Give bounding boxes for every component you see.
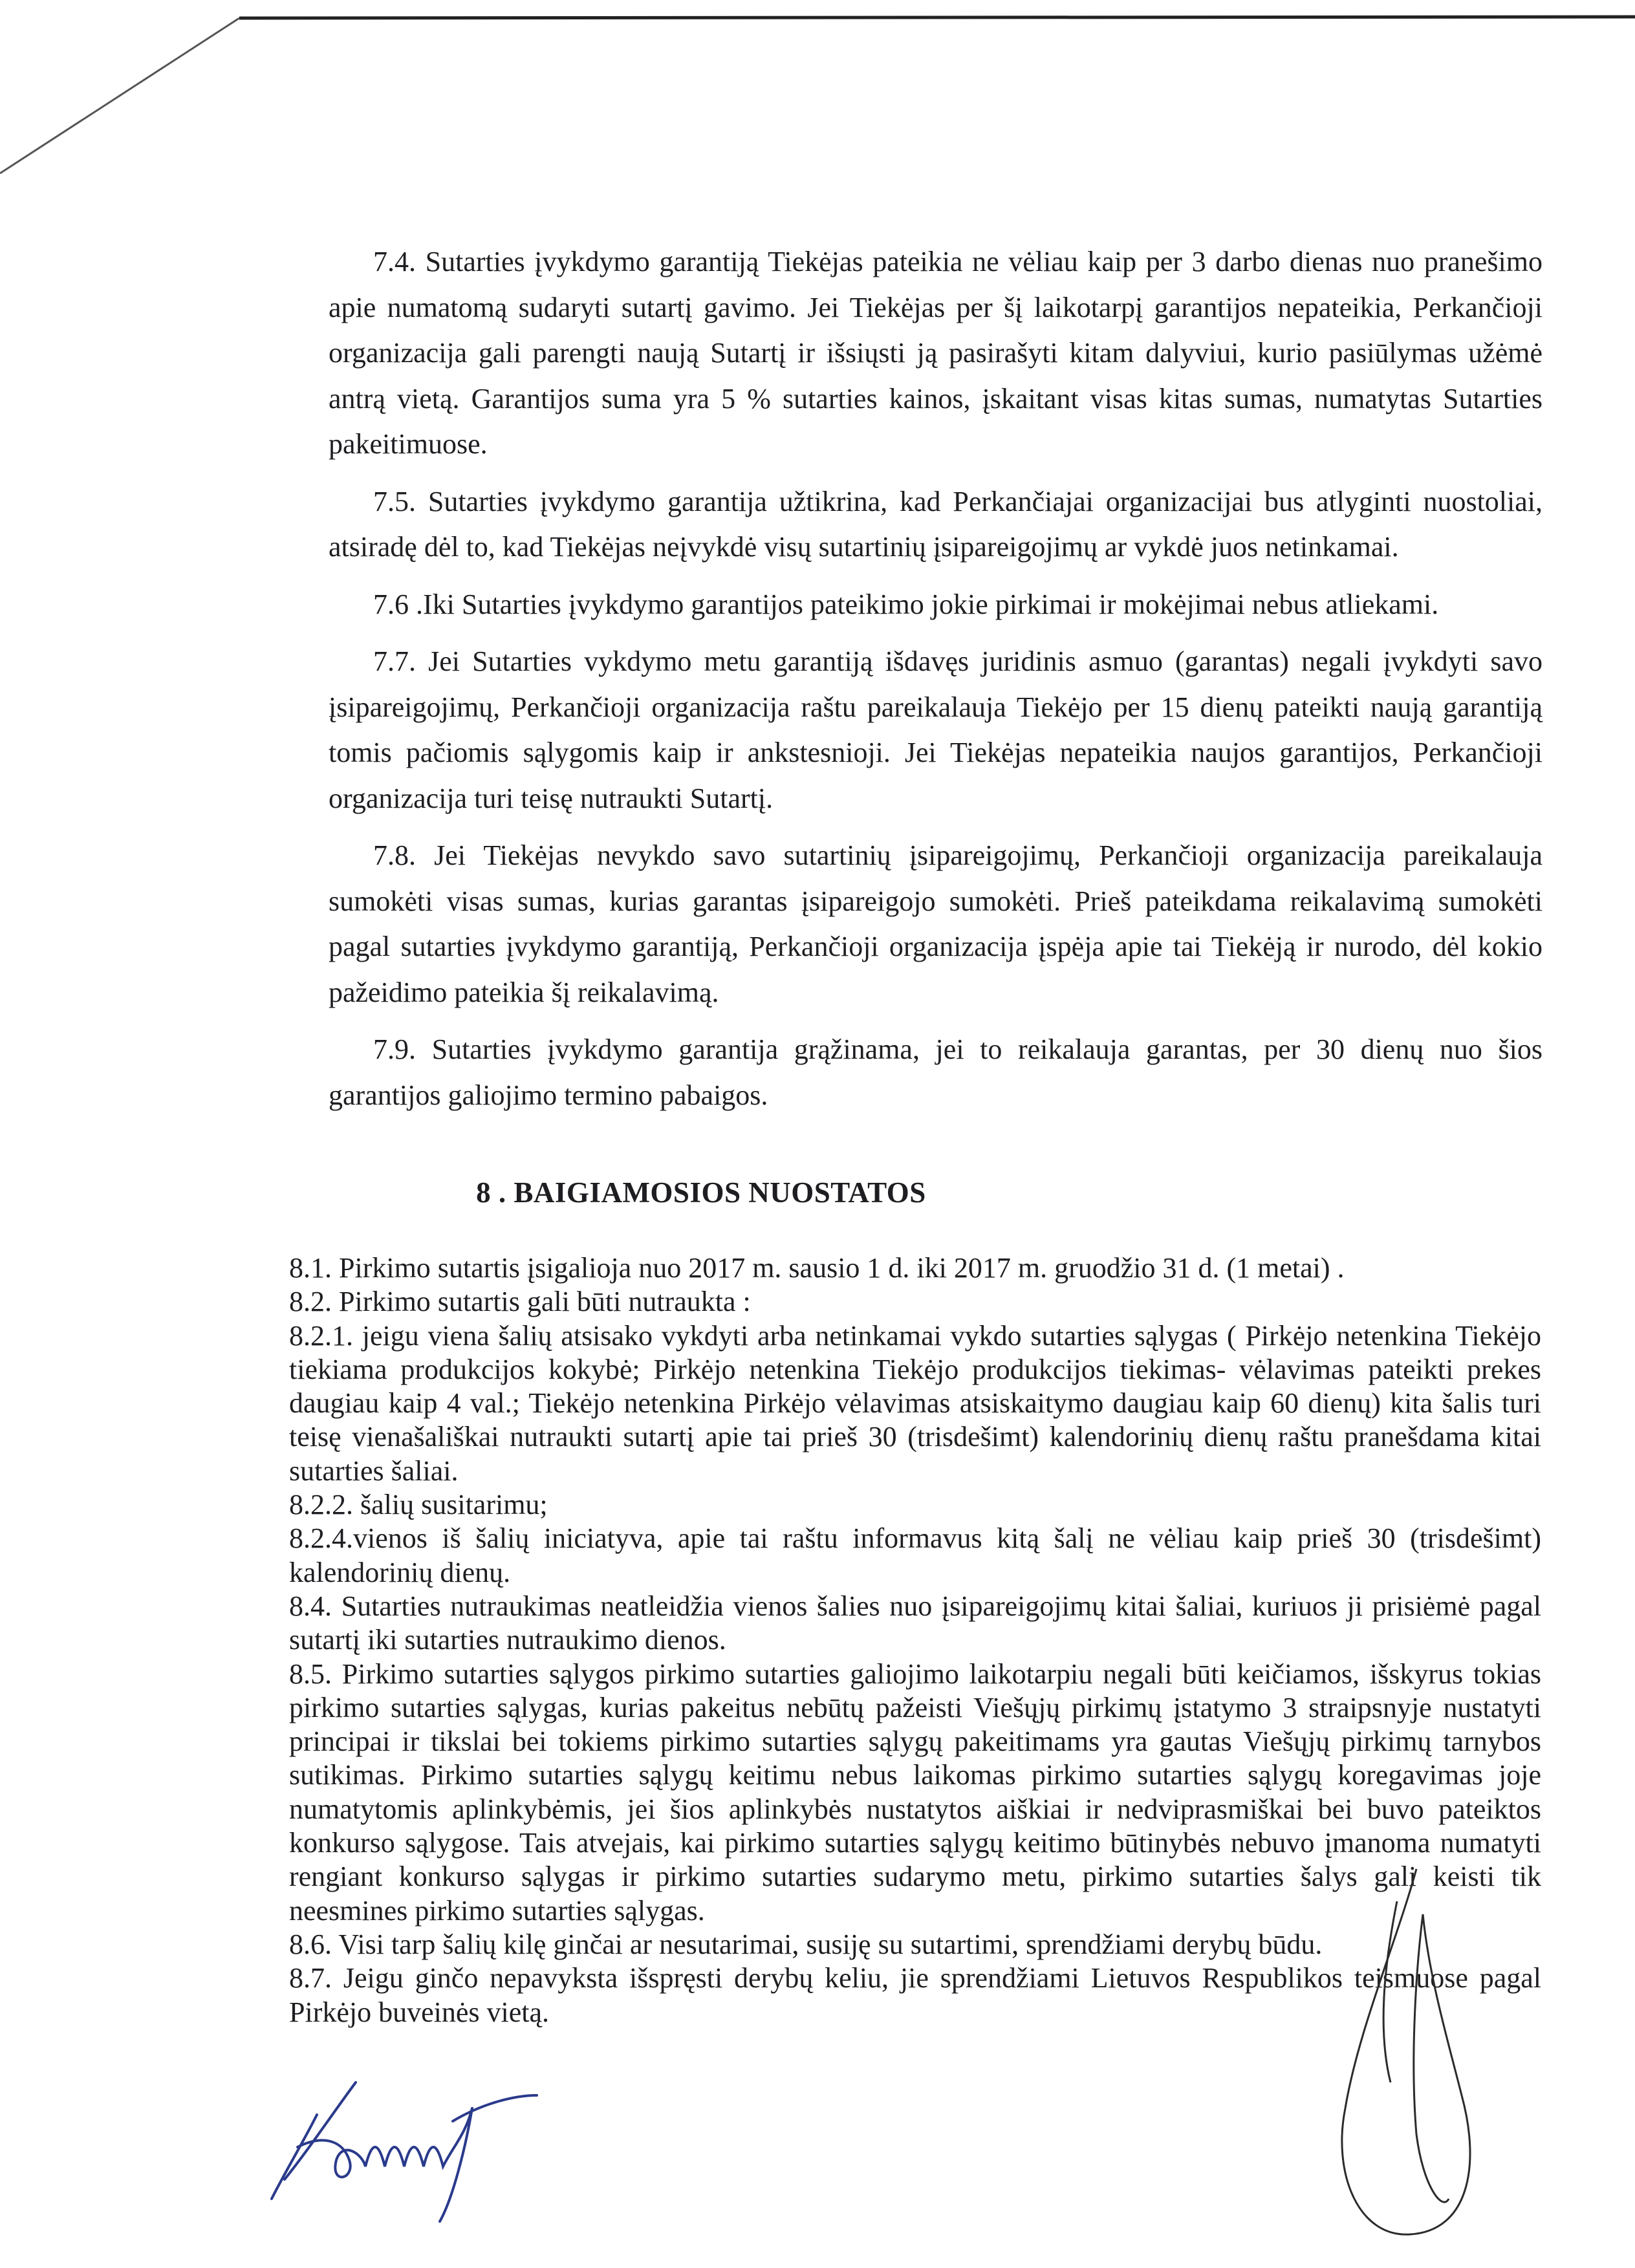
signature [259, 2069, 569, 2225]
section-8-title: 8 . BAIGIAMOSIOS NUOSTATOS [476, 1176, 926, 1209]
scanned-page-edge [0, 0, 1635, 194]
clause-8-7: 8.7. Jeigu ginčo nepavyksta išspręsti derybų keliu, jie sprendžiami Lietuvos Respublikos teismuose pagal Pirkėjo buveinės vietą. [289, 1962, 1541, 2028]
clause-7-8: 7.8. Jei Tiekėjas nevykdo savo sutartinių įsipareigojimų, Perkančioji organizacija pareikalauja sumokėti visas sumas, kurias garantas įsipareigojo sumokėti. Prieš pateikdama reikalavimą sumokėti pagal sutarties įvykdymo garantiją, Perkančioji organizacija įspėja apie tai Tiekėją ir nurodo, dėl kokio pažeidimo pateikia šį reikalavimą. [329, 839, 1543, 1008]
clause-7-7: 7.7. Jei Sutarties vykdymo metu garantiją išdavęs juridinis asmuo (garantas) negali įvykdyti savo įsipareigojimų, Perkančioji organizacija raštu pareikalauja Tiekėjo per 15 dienų pateikti naują garantiją tomis pačiomis sąlygomis kaip ir ankstesnioji. Jei Tiekėjas nepateikia naujos garantijos, Perkančioji organizacija turi teisę nutraukti Sutartį. [329, 645, 1543, 814]
clause-8-2-2: 8.2.2. šalių susitarimu; [289, 1489, 548, 1521]
clause-8-4: 8.4. Sutarties nutraukimas neatleidžia vienos šalies nuo įsipareigojimų kitai šaliai, kuriuos ji prisiėmė pagal sutartį iki sutarties nutraukimo dienos. [289, 1590, 1541, 1656]
clause-8-2-1: 8.2.1. jeigu viena šalių atsisako vykdyti arba netinkamai vykdo sutarties sąlygas ( Pirkėjo netenkina Tiekėjo tiekiama produkcijos kokybė; Pirkėjo netenkina Tiekėjo produkcijos tiekimas- vėlavimas pateikti prekes daugiau kaip 4 val.; Tiekėjo netenkina Pirkėjo vėlavimas atsiskaitymo daugiau kaip 60 dienų) kita šalis turi teisę vienašališkai nutraukti sutartį apie tai prieš 30 (trisdešimt) kalendorinių dienų raštu pranešdama kitai sutarties šaliai. [289, 1319, 1541, 1487]
clause-8-6: 8.6. Visi tarp šalių kilę ginčai ar nesutarimai, susiję su sutartimi, sprendžiami derybų būdu. [289, 1928, 1323, 1960]
clause-8-5: 8.5. Pirkimo sutarties sąlygos pirkimo sutarties galiojimo laikotarpiu negali būti keičiamos, išskyrus tokias pirkimo sutarties sąlygas, kurias pakeitus nebūtų pažeisti Viešųjų pirkimų įstatymo 3 straipsnyje nustatyti principai ir tikslai bei tokiems pirkimo sutarties sąlygų pakeitimams yra gautas Viešųjų pirkimų tarnybos sutikimas. Pirkimo sutarties sąlygų keitimu nebus laikomas pirkimo sutarties sąlygų koregavimas joje numatytomis aplinkybėmis, jei šios aplinkybės nustatytos aiškiai ir nedviprasmiškai bei buvo pateiktos konkurso sąlygose. Tais atvejais, kai pirkimo sutarties sąlygų keitimo būtinybės nebuvo įmanoma numatyti rengiant konkurso sąlygas ir pirkimo sutarties sudarymo metu, pirkimo sutarties šalys gali keisti tik neesmines pirkimo sutarties sąlygas. [289, 1658, 1541, 1927]
clause-7-9: 7.9. Sutarties įvykdymo garantija grąžinama, jei to reikalauja garantas, per 30 dienų nuo šios garantijos galiojimo termino pabaigos. [329, 1033, 1543, 1111]
handwritten-loop-mark [1319, 1863, 1500, 2251]
clause-7-5: 7.5. Sutarties įvykdymo garantija užtikrina, kad Perkančiajai organizacijai bus atlyginti nuostoliai, atsiradę dėl to, kad Tiekėjas neįvykdė visų sutartinių įsipareigojimų ar vykdė juos netinkamai. [329, 485, 1543, 563]
section-7-guarantee [329, 239, 1543, 1130]
clause-8-2-4: 8.2.4.vienos iš šalių iniciatyva, apie tai raštu informavus kitą šalį ne vėliau kaip prieš 30 (trisdešimt) kalendorinių dienų. [289, 1522, 1541, 1588]
clause-8-1: 8.1. Pirkimo sutartis įsigalioja nuo 2017 m. sausio 1 d. iki 2017 m. gruodžio 31 d. (1 metai) . [289, 1252, 1345, 1284]
clause-7-6: 7.6 .Iki Sutarties įvykdymo garantijos pateikimo jokie pirkimai ir mokėjimai nebus atliekami. [373, 588, 1439, 620]
clause-7-4: 7.4. Sutarties įvykdymo garantiją Tiekėjas pateikia ne vėliau kaip per 3 darbo dienas nuo pranešimo apie numatomą sudaryti sutartį gavimo. Jei Tiekėjas per šį laikotarpį garantijos nepateikia, Perkančioji organizacija gali parengti naują Sutartį ir išsiųsti ją pasirašyti kitam dalyviui, kurio pasiūlymas užėmė antrą vietą. Garantijos suma yra 5 % sutarties kainos, įskaitant visas kitas sumas, numatytas Sutarties pakeitimuose. [329, 246, 1543, 460]
section-8-heading [0, 1176, 1519, 1209]
clause-8-2: 8.2. Pirkimo sutartis gali būti nutraukta : [289, 1286, 751, 1318]
